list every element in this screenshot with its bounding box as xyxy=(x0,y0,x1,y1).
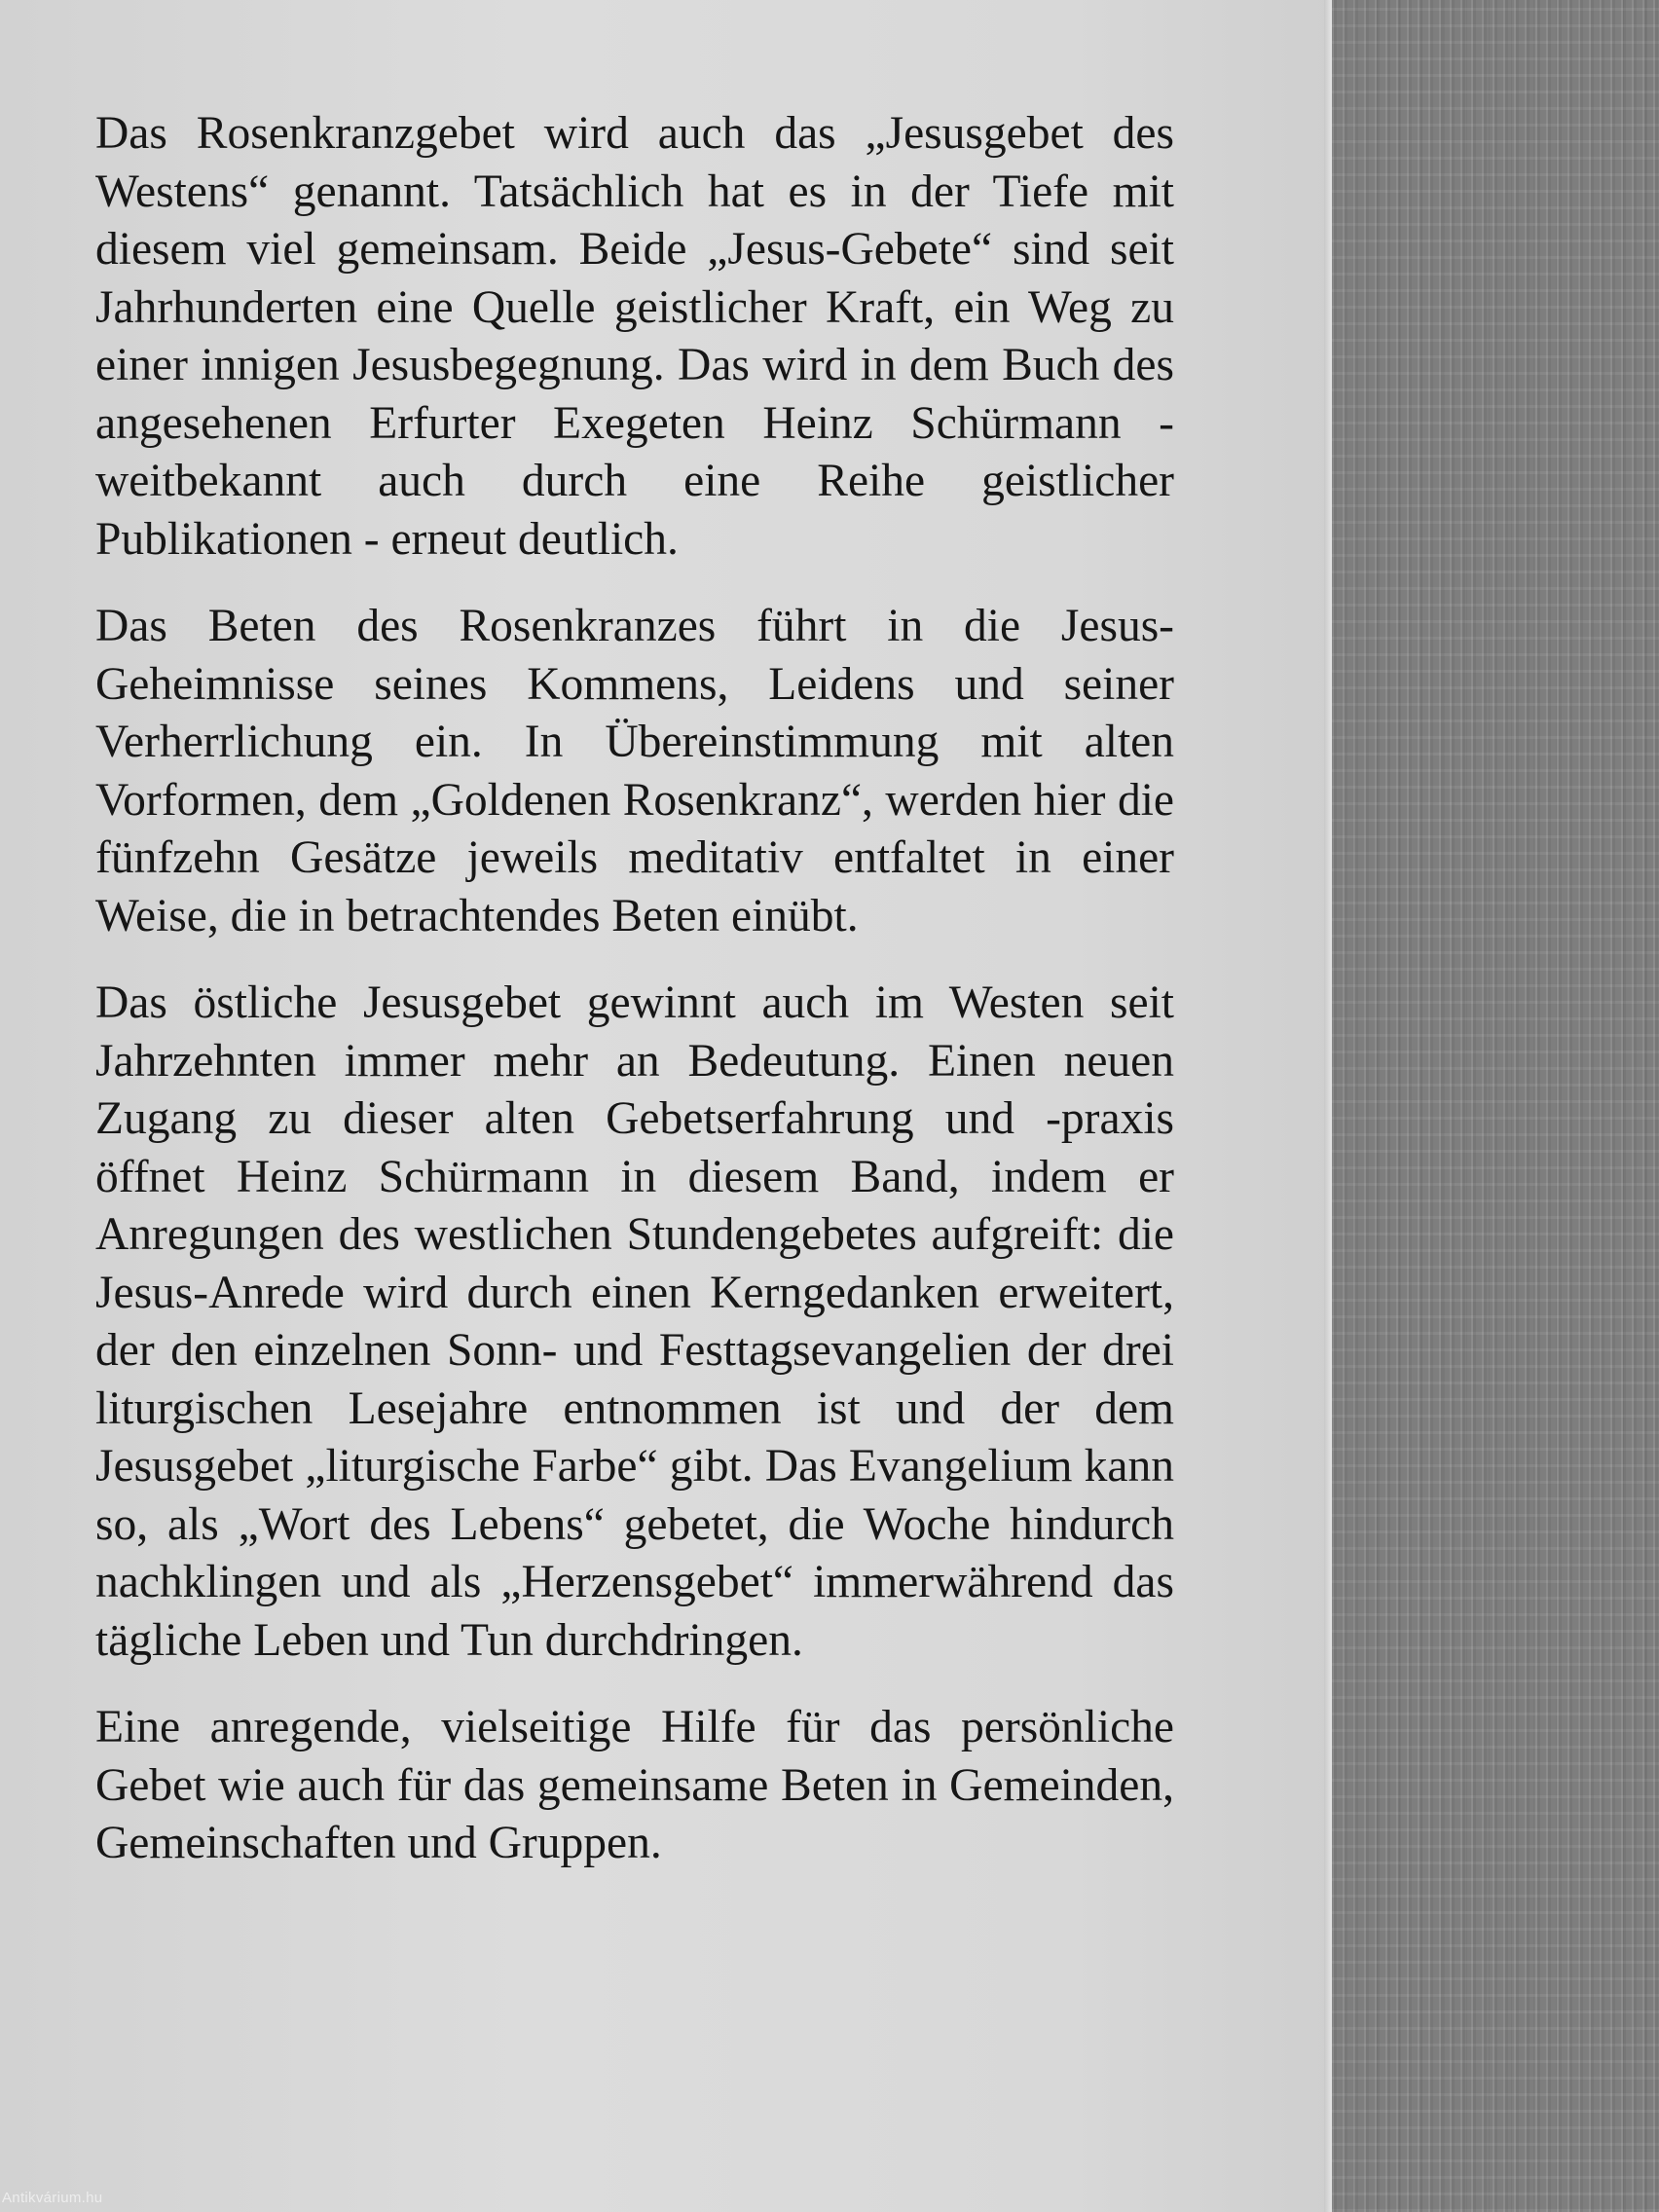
blurb-paragraph-2: Das Beten des Rosenkranzes führt in die Jesus-Geheimnisse seines Kommens, Leidens und seiner Verherrlichung ein. In Übereinstimmung mit alten Vorformen, dem „Goldenen Rosenkranz“, werden hier die fünfzehn Gesätze jeweils meditativ entfaltet in einer Weise, die in betrachtendes Beten einübt. xyxy=(95,601,1174,941)
blurb-paragraph-4: Eine anregende, vielseitige Hilfe für das persönliche Gebet wie auch für das gemeinsame Beten in Gemeinden, Gemeinschaften und Gruppen. xyxy=(95,1702,1174,1868)
blurb-paragraph-1: Das Rosenkranzgebet wird auch das „Jesusgebet des Westens“ genannt. Tatsächlich hat es in der Tiefe mit diesem viel gemeinsam. Beide „Jesus-Gebete“ sind seit Jahrhunderten eine Quelle geistlicher Kraft, ein Weg zu einer innigen Jesusbegegnung. Das wird in dem Buch des angesehenen Erfurter Exegeten Heinz Schürmann - weitbekannt auch durch eine Reihe geistlicher Publikationen - erneut deutlich. xyxy=(95,108,1174,565)
blurb-paragraph-3: Das östliche Jesusgebet gewinnt auch im Westen seit Jahrzehnten immer mehr an Bedeutung. Einen neuen Zugang zu dieser alten Gebetserfahrung und -praxis öffnet Heinz Schürmann in diesem Band, indem er Anregungen des westlichen Stundengebetes aufgreift: die Jesus-Anrede wird durch einen Kerngedanken erweitert, der den einzelnen Sonn- und Festtagsevangelien der drei liturgischen Lesejahre entnommen ist und der dem Jesusgebet „liturgische Farbe“ gibt. Das Evangelium kann so, als „Wort des Lebens“ gebetet, die Woche hindurch nachklingen und als „Herzensgebet“ immerwährend das tägliche Leben und Tun durchdringen. xyxy=(95,977,1174,1666)
watermark: Antikvárium.hu xyxy=(2,2190,103,2206)
page-edge xyxy=(1324,0,1332,2212)
background-surface xyxy=(1332,0,1659,2212)
blurb-text xyxy=(95,105,1174,1902)
